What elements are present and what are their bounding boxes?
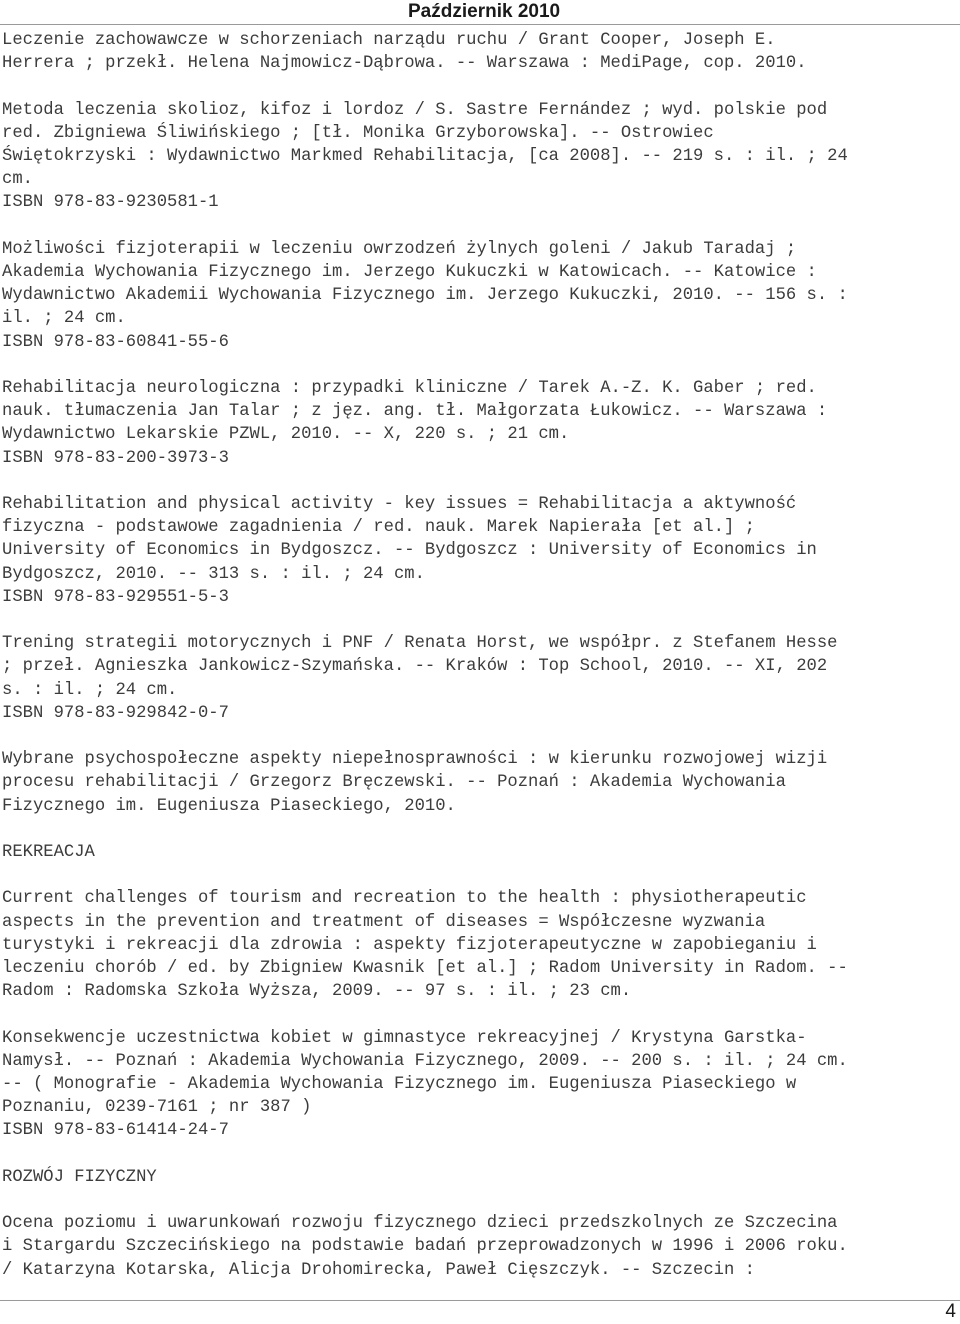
entry-line: s. : il. ; 24 cm. — [2, 680, 178, 700]
entry-isbn: ISBN 978-83-929551-5-3 — [2, 587, 229, 607]
entry-line: Ocena poziomu i uwarunkowań rozwoju fizycznego dzieci przedszkolnych ze Szczecina — [2, 1214, 838, 1234]
page-number: 4 — [945, 1301, 956, 1322]
entry-line: i Stargardu Szczecińskiego na podstawie badań przeprowadzonych w 1996 i 2006 roku. — [2, 1237, 848, 1257]
entry-isbn: ISBN 978-83-200-3973-3 — [2, 448, 229, 468]
bibliography-entry — [2, 887, 954, 1003]
entry-line: il. ; 24 cm. — [2, 309, 126, 329]
entry-isbn: ISBN 978-83-60841-55-6 — [2, 332, 229, 352]
entry-line: Fizycznego im. Eugeniusza Piaseckiego, 2010. — [2, 796, 456, 816]
bibliography-entry — [2, 748, 954, 818]
bibliography-content — [2, 29, 954, 1305]
entry-line: procesu rehabilitacji / Grzegorz Bręczewski. -- Poznań : Akademia Wychowania — [2, 773, 786, 793]
entry-line: Leczenie zachowawcze w schorzeniach narządu ruchu / Grant Cooper, Joseph E. — [2, 31, 776, 50]
entry-line: Wybrane psychospołeczne aspekty niepełnosprawności : w kierunku rozwojowej wizji — [2, 750, 828, 770]
entry-line: Konsekwencje uczestnictwa kobiet w gimnastyce rekreacyjnej / Krystyna Garstka- — [2, 1028, 807, 1048]
entry-line: Rehabilitacja neurologiczna : przypadki kliniczne / Tarek A.-Z. K. Gaber ; red. — [2, 379, 817, 398]
section-heading-rozwoj-fizyczny: ROZWÓJ FIZYCZNY — [2, 1167, 157, 1187]
entry-line: University of Economics in Bydgoszcz. -- Bydgoszcz : University of Economics in — [2, 541, 817, 561]
entry-line: leczeniu chorób / ed. by Zbigniew Kwasnik [et al.] ; Radom University in Radom. -- — [2, 959, 848, 978]
entry-line: Akademia Wychowania Fizycznego im. Jerzego Kukuczki w Katowicach. -- Katowice : — [2, 263, 817, 282]
bibliography-entry — [2, 493, 954, 609]
entry-line: Poznaniu, 0239-7161 ; nr 387 ) — [2, 1098, 312, 1118]
entry-line: Trening strategii motorycznych i PNF / Renata Horst, we współpr. z Stefanem Hesse — [2, 634, 838, 654]
bibliography-entry — [2, 29, 954, 75]
entry-line: Radom : Radomska Szkoła Wyższa, 2009. -- 97 s. : il. ; 23 cm. — [2, 982, 632, 1002]
entry-line: ; przeł. Agnieszka Jankowicz-Szymańska. -- Kraków : Top School, 2010. -- XI, 202 — [2, 657, 828, 677]
entry-line: -- ( Monografie - Akademia Wychowania Fizycznego im. Eugeniusza Piaseckiego w — [2, 1075, 797, 1094]
bibliography-entry — [2, 377, 954, 470]
page-header-title: Październik 2010 — [408, 1, 561, 22]
entry-isbn: ISBN 978-83-61414-24-7 — [2, 1121, 229, 1141]
entry-line: Wydawnictwo Lekarskie PZWL, 2010. -- X, 220 s. ; 21 cm. — [2, 425, 570, 445]
header-divider — [0, 24, 960, 25]
entry-line: Herrera ; przekł. Helena Najmowicz-Dąbrowa. -- Warszawa : MediPage, cop. 2010. — [2, 54, 807, 74]
entry-line: cm. — [2, 170, 33, 190]
entry-line: nauk. tłumaczenia Jan Talar ; z jęz. ang. tł. Małgorzata Łukowicz. -- Warszawa : — [2, 402, 828, 422]
entry-isbn: ISBN 978-83-9230581-1 — [2, 193, 219, 213]
bibliography-entry — [2, 632, 954, 725]
entry-line: Namysł. -- Poznań : Akademia Wychowania Fizycznego, 2009. -- 200 s. : il. ; 24 cm. — [2, 1051, 848, 1071]
entry-line: red. Zbigniewa Śliwińskiego ; [tł. Monika Grzyborowska]. -- Ostrowiec — [2, 123, 714, 143]
bibliography-entry — [2, 99, 954, 215]
entry-line: turystyki i rekreacji dla zdrowia : aspekty fizjoterapeutyczne w zapobieganiu i — [2, 935, 817, 955]
entry-line: Metoda leczenia skolioz, kifoz i lordoz / S. Sastre Fernández ; wyd. polskie pod — [2, 100, 828, 120]
entry-line: fizyczna - podstawowe zagadnienia / red. nauk. Marek Napierała [et al.] ; — [2, 518, 755, 538]
entry-line: Możliwości fizjoterapii w leczeniu owrzodzeń żylnych goleni / Jakub Taradaj ; — [2, 239, 797, 259]
entry-line: Rehabilitation and physical activity - key issues = Rehabilitacja a aktywność — [2, 495, 797, 514]
entry-line: Świętokrzyski : Wydawnictwo Markmed Rehabilitacja, [ca 2008]. -- 219 s. : il. ; 24 — [2, 147, 848, 166]
entry-isbn: ISBN 978-83-929842-0-7 — [2, 703, 229, 723]
entry-line: Current challenges of tourism and recreation to the health : physiotherapeutic — [2, 889, 807, 909]
entry-line: aspects in the prevention and treatment of diseases = Współczesne wyzwania — [2, 912, 766, 932]
entry-line: Wydawnictwo Akademii Wychowania Fizycznego im. Jerzego Kukuczki, 2010. -- 156 s. : — [2, 286, 848, 306]
entry-line: Bydgoszcz, 2010. -- 313 s. : il. ; 24 cm. — [2, 564, 425, 584]
bibliography-entry — [2, 238, 954, 354]
bibliography-entry — [2, 1212, 954, 1282]
section-heading-rekreacja: REKREACJA — [2, 843, 95, 862]
footer-divider — [0, 1300, 960, 1301]
bibliography-entry — [2, 1027, 954, 1143]
entry-line: / Katarzyna Kotarska, Alicja Drohomirecka, Paweł Cięszczyk. -- Szczecin : — [2, 1260, 755, 1280]
